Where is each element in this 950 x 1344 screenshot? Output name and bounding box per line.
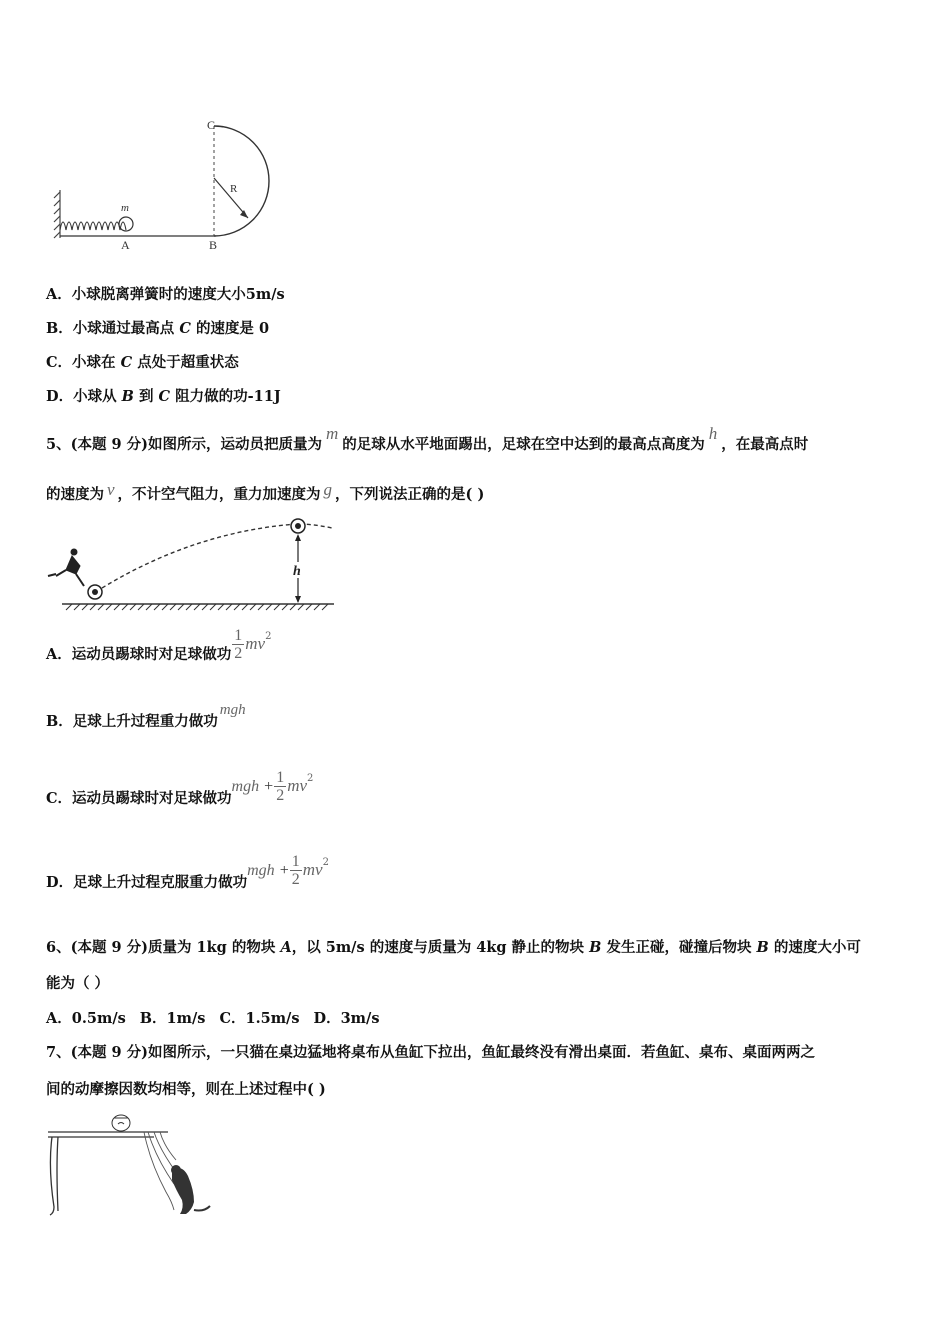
label-c: C (207, 118, 216, 132)
spring-track-figure (50, 112, 280, 254)
q4-option-b: B．小球通过最高点 C 的速度是 0 (46, 320, 270, 337)
cat-tablecloth-figure (44, 1112, 216, 1222)
q5-option-a: A．运动员踢球时对足球做功 $\frac{1}{2}$ $mv^2$ (46, 627, 272, 663)
q4-option-c: C．小球在 C 点处于超重状态 (46, 354, 239, 371)
q6-option-c: C．1.5m/s (219, 1010, 300, 1027)
q6-option-b: B．1m/s (139, 1010, 206, 1027)
q5-option-c: C．运动员踢球时对足球做功mgh + $\frac{1}{2}$ $mv^2$ (46, 769, 314, 807)
q6-option-d: D．3m/s (313, 1010, 380, 1027)
q6-options (46, 1009, 393, 1029)
height-label: h (293, 564, 301, 579)
label-b: B (209, 238, 218, 252)
q5-option-d: D．足球上升过程克服重力做功mgh + $\frac{1}{2}$ $mv^2$ (46, 853, 329, 891)
label-r: R (230, 183, 238, 195)
spring (60, 222, 126, 230)
label-a: A (121, 238, 130, 252)
semicircle-track (214, 126, 269, 236)
wall (54, 190, 60, 238)
q6-stem-line2: 能为（ ） (46, 975, 110, 992)
ball-start (88, 585, 102, 599)
q4-option-d: D．小球从 B 到 C 阻力做的功-11J (46, 388, 281, 405)
q6-option-a: A．0.5m/s (46, 1010, 126, 1027)
ground-hatch (62, 604, 334, 610)
fishbowl (112, 1115, 130, 1131)
q7-stem-line2: 间的动摩擦因数均相等，则在上述过程中( ) (46, 1081, 326, 1098)
ball-top (291, 519, 305, 533)
soccer-kick-figure (44, 512, 339, 614)
cat (171, 1165, 210, 1214)
q7-stem-line1: 7、(本题 9 分)如图所示，一只猫在桌边猛地将桌布从鱼缸下拉出，鱼缸最终没有滑出桌面．若鱼缸、桌布、桌面两两之 (46, 1044, 815, 1061)
q5-stem-line2: 的速度为 v ，不计空气阻力，重力加速度为 g ，下列说法正确的是( ) (46, 480, 485, 503)
q5-option-b: B．足球上升过程重力做功mgh (46, 702, 246, 730)
q5-stem-line1: 5、(本题 9 分)如图所示，运动员把质量为m的足球从水平地面踢出，足球在空中达到的最高点高度为h，在最高点时 (46, 424, 809, 453)
label-m: m (121, 202, 129, 214)
kicker-player (48, 549, 84, 586)
q6-stem-line1: 6、(本题 9 分)质量为 1kg 的物块 A，以 5m/s 的速度与质量为 4kg 静止的物块 B 发生正碰，碰撞后物块 B 的速度大小可 (46, 939, 861, 956)
q4-option-a: A．小球脱离弹簧时的速度大小5m/s (46, 286, 285, 303)
table (48, 1132, 168, 1215)
